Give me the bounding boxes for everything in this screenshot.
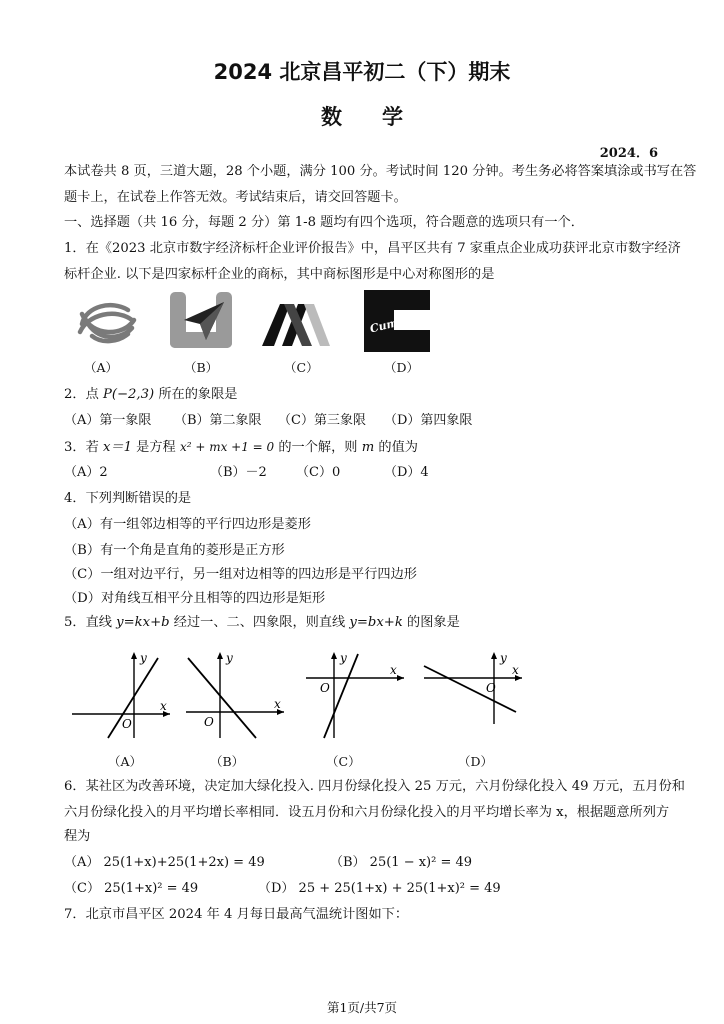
svg-text:x: x [160,699,167,713]
svg-text:O: O [486,681,496,695]
q6-option-a: （A） 25(1+x)+25(1+2x) = 49 [64,855,265,870]
logo-d-icon [364,290,434,352]
q5-stem: 5．直线 y=kx+b 经过一、二、四象限，则直线 y=bx+k 的图象是 [64,615,460,630]
q4-option-b: （B）有一个角是直角的菱形是正方形 [64,543,285,558]
q4-option-a: （A）有一组邻边相等的平行四边形是菱形 [64,517,311,532]
logo-b-icon [168,290,238,352]
q5-graph-b [180,648,290,740]
page-title: 2024 北京昌平初二（下）期末 [213,60,511,84]
svg-text:O: O [204,715,214,729]
page-footer: 第1页/共7页 [326,1000,398,1015]
intro-line-1: 本试卷共 8 页，三道大题，28 个小题，满分 100 分。考试时间 120 分钟。考生务必将答案填涂或书写在答 [64,164,697,179]
q2-point: P(−2,3) [102,387,155,402]
q1-line-2: 标杆企业. 以下是四家标杆企业的商标，其中商标图形是中心对称图形的是 [64,267,495,282]
logo-a-icon [72,290,142,352]
q6-option-b: （B） 25(1 − x)² = 49 [330,855,473,870]
svg-text:y: y [226,651,233,665]
q4-option-c: （C）一组对边平行，另一组对边相等的四边形是平行四边形 [64,567,417,582]
q5-label-b: （B） [210,754,245,769]
q1-label-c: （C） [284,360,319,375]
svg-text:x: x [512,663,519,677]
logo-c-icon [260,290,330,352]
svg-text:x: x [390,663,397,677]
q2-stem: 2．点 P(−2,3) 所在的象限是 [64,387,238,402]
q6-line-1: 6．某社区为改善环境，决定加大绿化投入. 四月份绿化投入 25 万元，六月份绿化投入 49 万元，五月份和 [64,779,685,794]
q5-graph-c [300,648,410,740]
svg-text:x: x [274,697,281,711]
q6-line-3: 程为 [64,829,91,844]
q5-label-c: （C） [326,754,361,769]
section-heading: 一、选择题（共 16 分，每题 2 分）第 1-8 题均有四个选项，符合题意的选项只有一个． [64,215,584,230]
q1-label-a: （A） [84,360,119,375]
svg-text:O: O [320,681,330,695]
q7-stem: 7．北京市昌平区 2024 年 4 月每日最高气温统计图如下： [64,907,409,922]
svg-text:O: O [122,717,132,731]
q2-option-b: （B）第二象限 [174,413,262,428]
q5-graph-d [418,648,528,740]
intro-line-2: 题卡上，在试卷上作答无效。考试结束后，请交回答题卡。 [64,190,407,205]
q3-option-b: （B）－2 [210,465,267,480]
exam-date: 2024．6 [599,146,658,161]
q1-line-1: 1．在《2023 北京市数字经济标杆企业评价报告》中，昌平区共有 7 家重点企业成功获评北京市数字经济 [64,241,681,256]
q4-option-d: （D）对角线互相平分且相等的四边形是矩形 [64,591,326,606]
q6-line-2: 六月份绿化投入的月平均增长率相同．设五月份和六月份绿化投入的月平均增长率为 x，根据题意所列方 [64,805,670,820]
q6-option-c: （C） 25(1+x)² = 49 [64,881,199,896]
q2-option-a: （A）第一象限 [64,413,152,428]
q3-option-d: （D）4 [384,465,429,480]
q5-graph-a [66,648,176,740]
q2-option-c: （C）第三象限 [278,413,366,428]
q3-stem: 3．若 x＝1 是方程 x² + mx +1 = 0 的一个解，则 m 的值为 [64,440,418,455]
q5-label-d: （D） [458,754,494,769]
svg-text:y: y [340,651,347,665]
q1-label-d: （D） [384,360,420,375]
svg-text:y: y [500,651,507,665]
q6-option-d: （D） 25 + 25(1+x) + 25(1+x)² = 49 [258,881,501,896]
q5-label-a: （A） [108,754,143,769]
q4-stem: 4．下列判断错误的是 [64,491,192,506]
q2-option-d: （D）第四象限 [384,413,473,428]
q3-option-a: （A）2 [64,465,108,480]
logo-d-text: Cummins [368,308,429,336]
svg-text:y: y [140,651,147,665]
subject-title: 数学 [321,105,443,129]
q3-option-c: （C）0 [296,465,341,480]
q1-label-b: （B） [184,360,219,375]
